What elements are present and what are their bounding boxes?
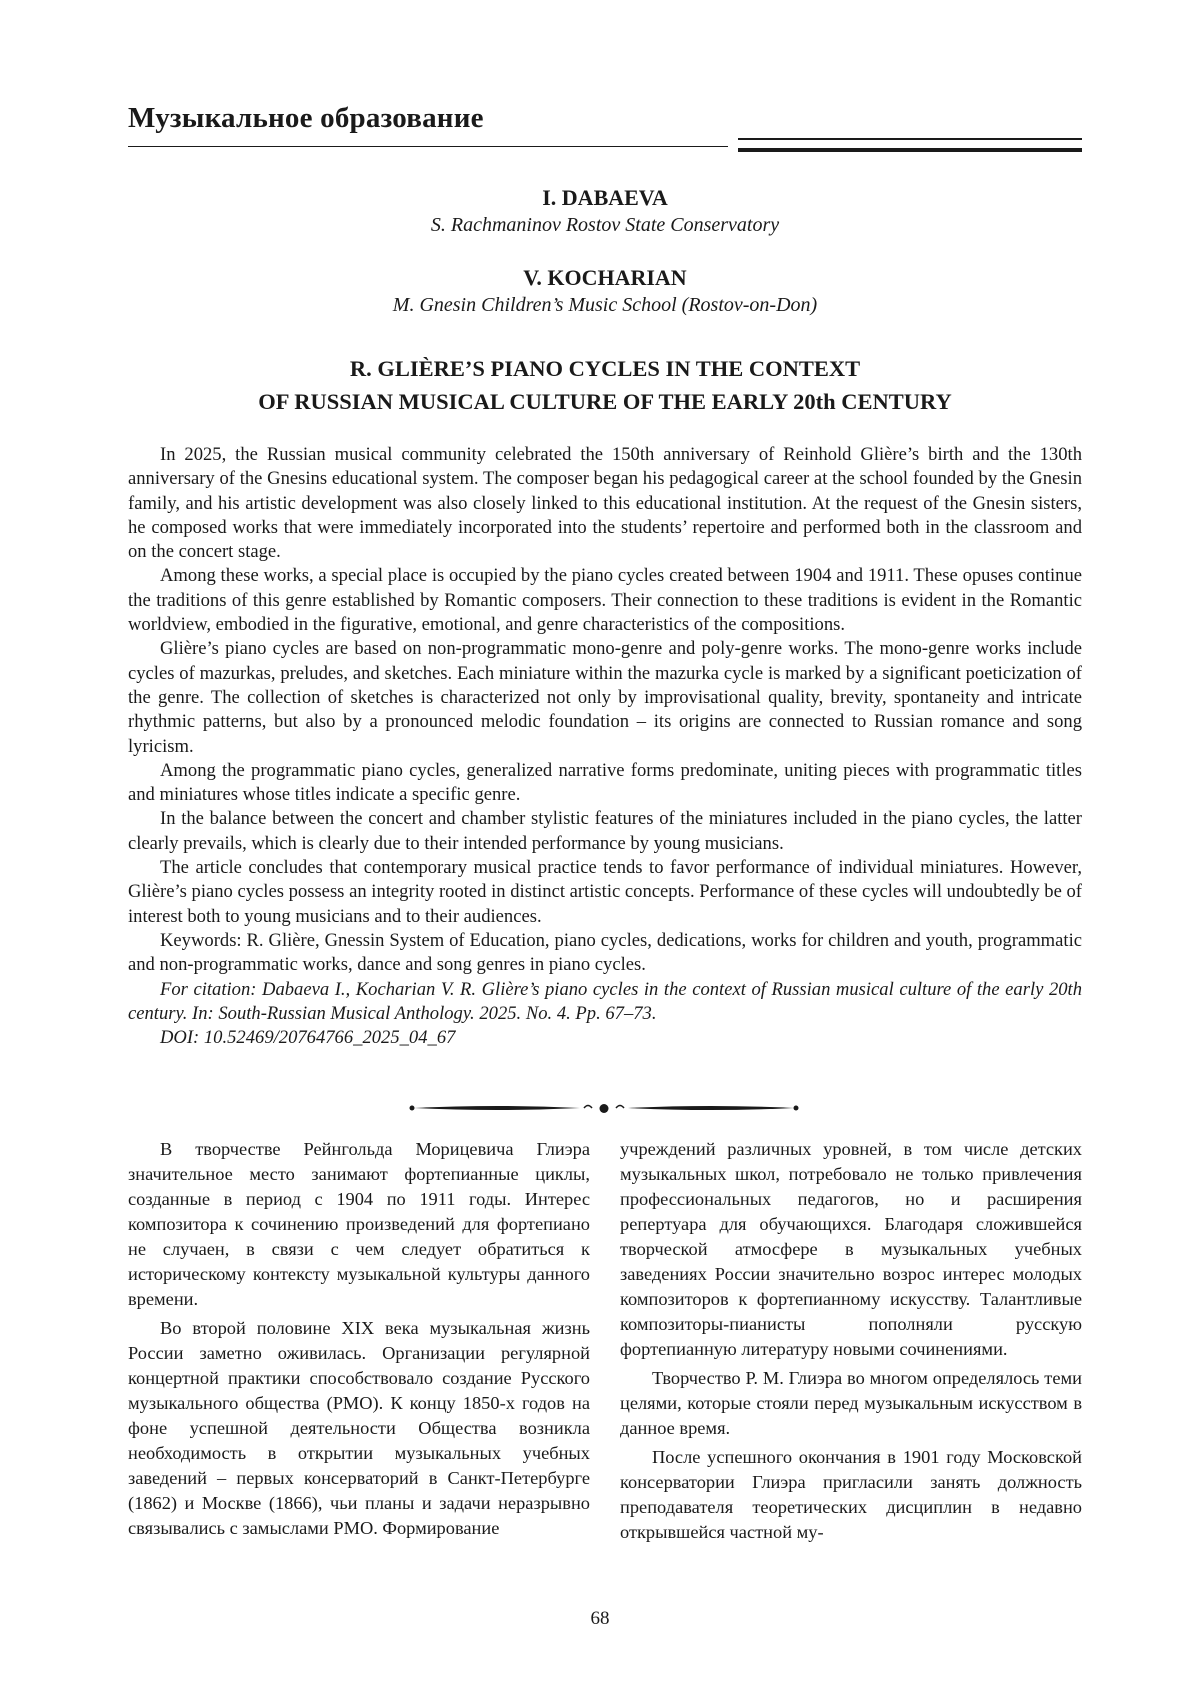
author-block bbox=[128, 264, 1082, 344]
body-paragraph: В творчестве Рейнгольда Морицевича Глиэра значительное место занимают фортепианные циклы, созданные в период с 1904 по 1911 годы. Интерес композитора к сочинению произведений для фортепиано не случаен, в связи с чем следует обратиться к историческому контексту музыкальной культуры данного времени. bbox=[128, 1139, 590, 1309]
abstract-paragraph: In the balance between the concert and chamber stylistic features of the miniatures included in the piano cycles, the latter clearly prevails, which is clearly due to their intended performance by young musicians. bbox=[128, 808, 1082, 854]
abstract-paragraph: Among the programmatic piano cycles, generalized narrative forms predominate, uniting pieces with programmatic titles and miniatures whose titles indicate a specific genre. bbox=[128, 759, 1082, 806]
body-column-left bbox=[128, 1137, 590, 1545]
article-title bbox=[128, 352, 1082, 418]
abstract-paragraph: The article concludes that contemporary musical practice tends to favor performance of individual miniatures. However, Glière’s piano cycles possess an integrity rooted in distinct artistic concepts. Performance of these cycles will undoubtedly be of interest both to young musicians and to their audiences. bbox=[128, 857, 1082, 927]
header-rule bbox=[128, 146, 728, 147]
doi: DOI: 10.52469/20764766_2025_04_67 bbox=[160, 1027, 456, 1049]
abstract bbox=[128, 443, 1082, 1050]
article-title-line: OF RUSSIAN MUSICAL CULTURE OF THE EARLY 20th CENTURY bbox=[258, 389, 952, 414]
author-name: I. DABAEVA bbox=[542, 185, 668, 210]
article-title-line: R. GLIÈRE’S PIANO CYCLES IN THE CONTEXT bbox=[349, 356, 861, 381]
author-name: V. KOCHARIAN bbox=[523, 265, 687, 290]
abstract-paragraph: In 2025, the Russian musical community celebrated the 150th anniversary of Reinhold Glière’s birth and the 130th anniversary of the Gnesins educational system. The composer began his pedagogical career at the school founded by the Gnesin family, and his artistic development was also closely linked to this educational institution. At the request of the Gnesin sisters, he composed works that were immediately incorporated into the students’ repertoire and performed both in the classroom and on the concert stage. bbox=[128, 444, 1082, 563]
keywords: Keywords: R. Glière, Gnessin System of Education, piano cycles, dedications, works for children and youth, programmatic and non-programmatic works, dance and song genres in piano cycles. bbox=[128, 929, 1082, 976]
abstract-paragraph: Glière’s piano cycles are based on non-programmatic mono-genre and poly-genre works. The mono-genre works include cycles of mazurkas, preludes, and sketches. Each miniature within the mazurka cycle is marked by a significant poeticization of the genre. The collection of sketches is characterized not only by improvisational quality, brevity, spontaneity and intricate rhythmic patterns, but also by a pronounced melodic foundation – its origins are connected to Russian romance and song lyricism. bbox=[128, 638, 1082, 757]
body-paragraph: Во второй половине XIX века музыкальная жизнь России заметно оживилась. Организации регулярной концертной практики способствовало создание Русского музыкального общества (РМО). К концу 1850-х годов на фоне успешной деятельности Общества возникла необходимость в открытии музыкальных учебных заведений – первых консерваторий в Санкт-Петербурге (1862) и Москве (1866), чьи планы и задачи неразрывно связывались с замыслами РМО. Формирование bbox=[128, 1318, 590, 1538]
body-paragraph: учреждений различных уровней, в том числе детских музыкальных школ, потребовало не только привлечения профессиональных педагогов, но и расширения репертуара для обучающихся. Благодаря сложившейся творческой атмосфере в музыкальных учебных заведениях России значительно возрос интерес молодых композиторов к фортепианному искусству. Талантливые композиторы-пианисты пополняли русскую фортепианную литературу новыми сочинениями. bbox=[620, 1139, 1082, 1359]
author-affiliation: S. Rachmaninov Rostov State Conservatory bbox=[430, 214, 780, 236]
body-column-right bbox=[620, 1137, 1082, 1549]
abstract-paragraph: Among these works, a special place is occupied by the piano cycles created between 1904 and 1911. These opuses continue the traditions of this genre established by Romantic composers. Their connection to these traditions is evident in the Romantic worldview, embodied in the figurative, emotional, and genre characteristics of the compositions. bbox=[128, 565, 1082, 636]
ornament-divider bbox=[408, 1101, 800, 1115]
running-header bbox=[128, 102, 1082, 154]
citation: For citation: Dabaeva I., Kocharian V. R. Glière’s piano cycles in the context of Russian musical culture of the early 20th century. In: South-Russian Musical Anthology. 2025. No. 4. Pp. 67–73. bbox=[128, 978, 1082, 1024]
section-title: Музыкальное образование bbox=[128, 102, 484, 134]
author-block bbox=[128, 184, 1082, 264]
page-number: 68 bbox=[590, 1608, 610, 1629]
body-paragraph: Творчество Р. М. Глиэра во многом определялось теми целями, которые стояли перед музыкальным искусством в данное время. bbox=[620, 1368, 1082, 1438]
body-paragraph: После успешного окончания в 1901 году Московской консерватории Глиэра пригласили занять должность преподавателя теоретических дисциплин в недавно открывшейся частной му- bbox=[620, 1447, 1082, 1542]
author-list bbox=[128, 184, 1082, 344]
header-double-rule bbox=[738, 138, 1082, 152]
author-affiliation: M. Gnesin Children’s Music School (Rostov-on-Don) bbox=[392, 294, 818, 316]
